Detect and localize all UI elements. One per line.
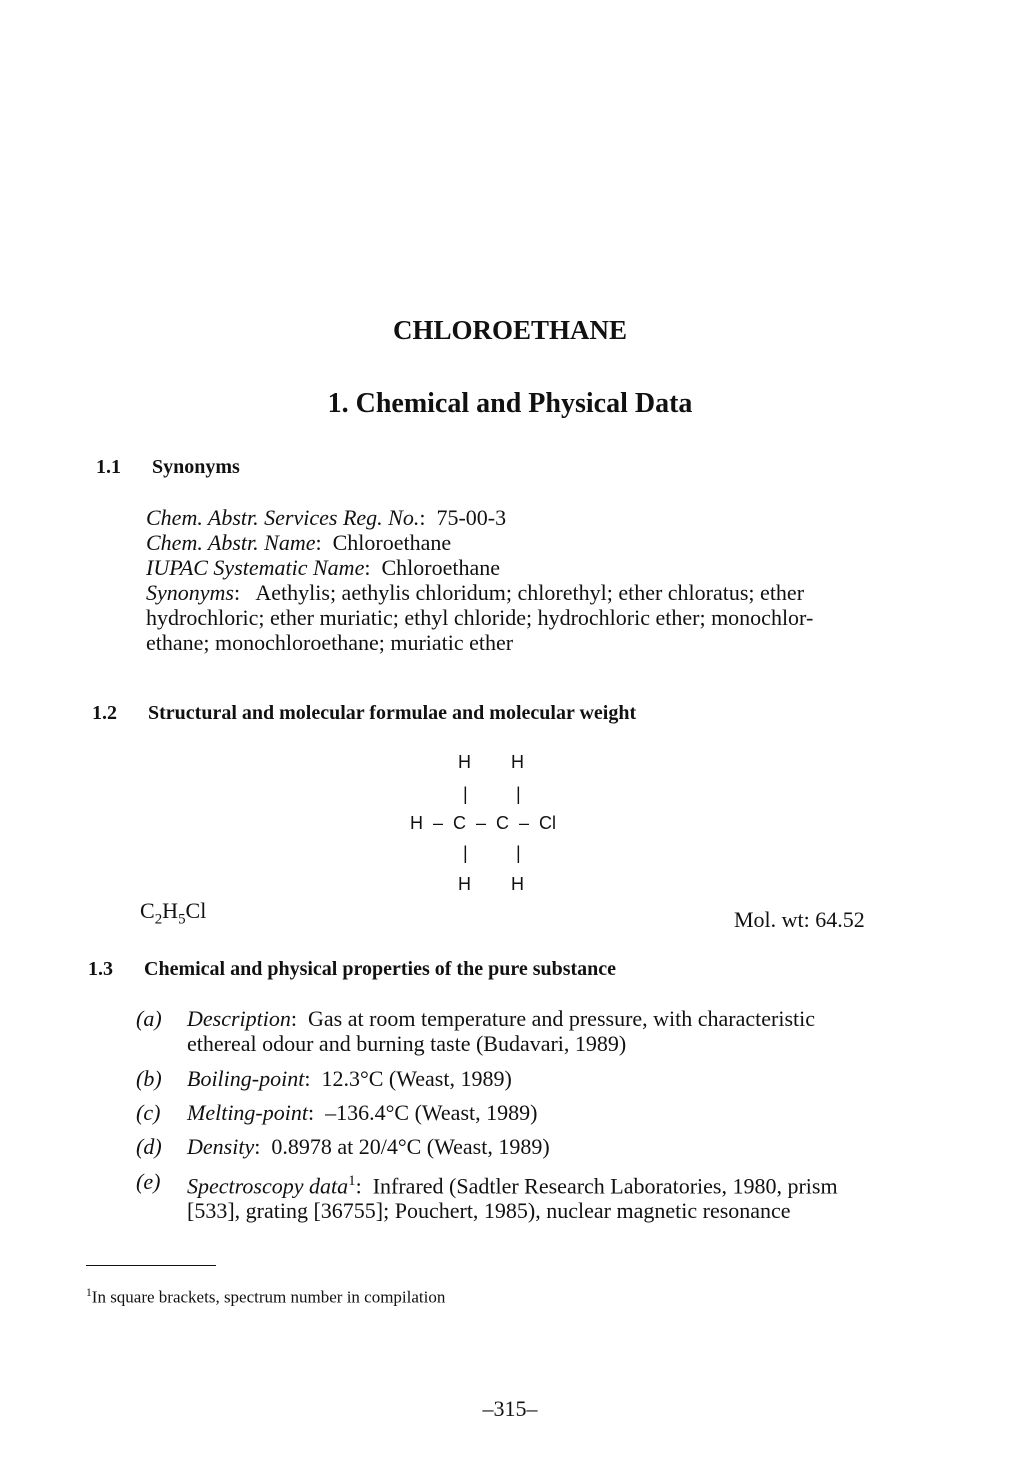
section-title: Synonyms: [152, 456, 240, 478]
item-key: Description: [187, 1006, 291, 1031]
item-key: Boiling-point: [187, 1066, 305, 1091]
struct-main-row: H – C – C – Cl: [410, 813, 557, 833]
item-line-1: –136.4°C (Weast, 1989): [325, 1100, 538, 1125]
item-line-1: 12.3°C (Weast, 1989): [321, 1066, 512, 1091]
item-line-1: Gas at room temperature and pressure, with characteristic: [308, 1006, 816, 1031]
section-number: 1.2: [92, 702, 117, 724]
cas-label: Chem. Abstr. Services Reg. No.: [146, 505, 420, 530]
struct-h-top-2: H: [511, 752, 524, 772]
synonyms-label: Synonyms: [146, 580, 234, 605]
cas-line: Chem. Abstr. Services Reg. No.: 75-00-3: [146, 505, 507, 530]
item-key: Melting-point: [187, 1100, 308, 1125]
struct-bond-bottom-1: |: [463, 843, 468, 863]
struct-h-bottom-1: H: [458, 874, 471, 894]
section-title: Structural and molecular formulae and molecular weight: [148, 702, 637, 724]
ca-name-value: Chloroethane: [332, 530, 452, 555]
footnote-text: In square brackets, spectrum number in compilation: [91, 1287, 446, 1307]
cas-value: 75-00-3: [436, 505, 507, 530]
item-label: (b): [136, 1066, 162, 1091]
synonyms-text-1: Aethylis; aethylis chloridum; chlorethyl; ether chloratus; ether: [255, 580, 805, 605]
item-label: (a): [136, 1006, 162, 1031]
formula-c-sub: 2: [154, 911, 163, 928]
struct-bond-top-1: |: [463, 784, 468, 804]
item-line-2: [533], grating [36755]; Pouchert, 1985), nuclear magnetic resonance: [187, 1198, 791, 1224]
chapter-heading: 1. Chemical and Physical Data: [327, 388, 693, 419]
formula-h: H: [162, 898, 179, 923]
item-key: Spectroscopy data: [187, 1173, 349, 1199]
iupac-label: IUPAC Systematic Name: [146, 555, 365, 580]
section-1-1-heading: [96, 456, 240, 479]
struct-bond-bottom-2: |: [516, 843, 521, 863]
item-label: (d): [136, 1134, 162, 1159]
synonyms-line-1: Synonyms: Aethylis; aethylis chloridum; chlorethyl; ether chloratus; ether: [146, 580, 805, 605]
formula-c: C: [140, 898, 155, 923]
synonyms-line-3: ethane; monochloroethane; muriatic ether: [146, 630, 514, 655]
item-label: (e): [136, 1169, 161, 1194]
footnote-rule: [86, 1265, 216, 1266]
ca-name-label: Chem. Abstr. Name: [146, 530, 316, 555]
molecular-weight: Mol. wt: 64.52: [734, 907, 865, 932]
iupac-line: IUPAC Systematic Name: Chloroethane: [146, 555, 500, 580]
iupac-value: Chloroethane: [381, 555, 500, 580]
molecular-formula: [140, 898, 206, 928]
page-title: CHLOROETHANE: [392, 315, 628, 345]
footnote-ref: 1: [348, 1173, 356, 1189]
item-line-1: 0.8978 at 20/4°C (Weast, 1989): [271, 1134, 550, 1159]
struct-h-top-1: H: [458, 752, 471, 772]
item-line-2: ethereal odour and burning taste (Budavari, 1989): [187, 1031, 627, 1056]
synonyms-block: [146, 505, 813, 655]
footnote-mark: 1: [86, 1286, 92, 1299]
ca-name-line: Chem. Abstr. Name: Chloroethane: [146, 530, 452, 555]
formula-cl: Cl: [185, 898, 207, 923]
footnote: [86, 1286, 445, 1308]
section-title: Chemical and physical properties of the pure substance: [144, 958, 617, 980]
item-label: (c): [136, 1100, 161, 1125]
struct-bond-top-2: |: [516, 784, 521, 804]
item-key: Density: [187, 1134, 255, 1159]
section-number: 1.3: [88, 958, 113, 980]
section-1-2-heading: [92, 702, 636, 725]
page-number: –315–: [482, 1396, 538, 1421]
item-line-1: Infrared (Sadtler Research Laboratories, 1980, prism: [372, 1173, 838, 1199]
synonyms-line-2: hydrochloric; ether muriatic; ethyl chloride; hydrochloric ether; monochlor-: [146, 605, 814, 630]
section-number: 1.1: [96, 456, 121, 478]
formula-h-sub: 5: [178, 911, 186, 928]
section-1-3-heading: [88, 958, 616, 981]
struct-h-bottom-2: H: [511, 874, 524, 894]
